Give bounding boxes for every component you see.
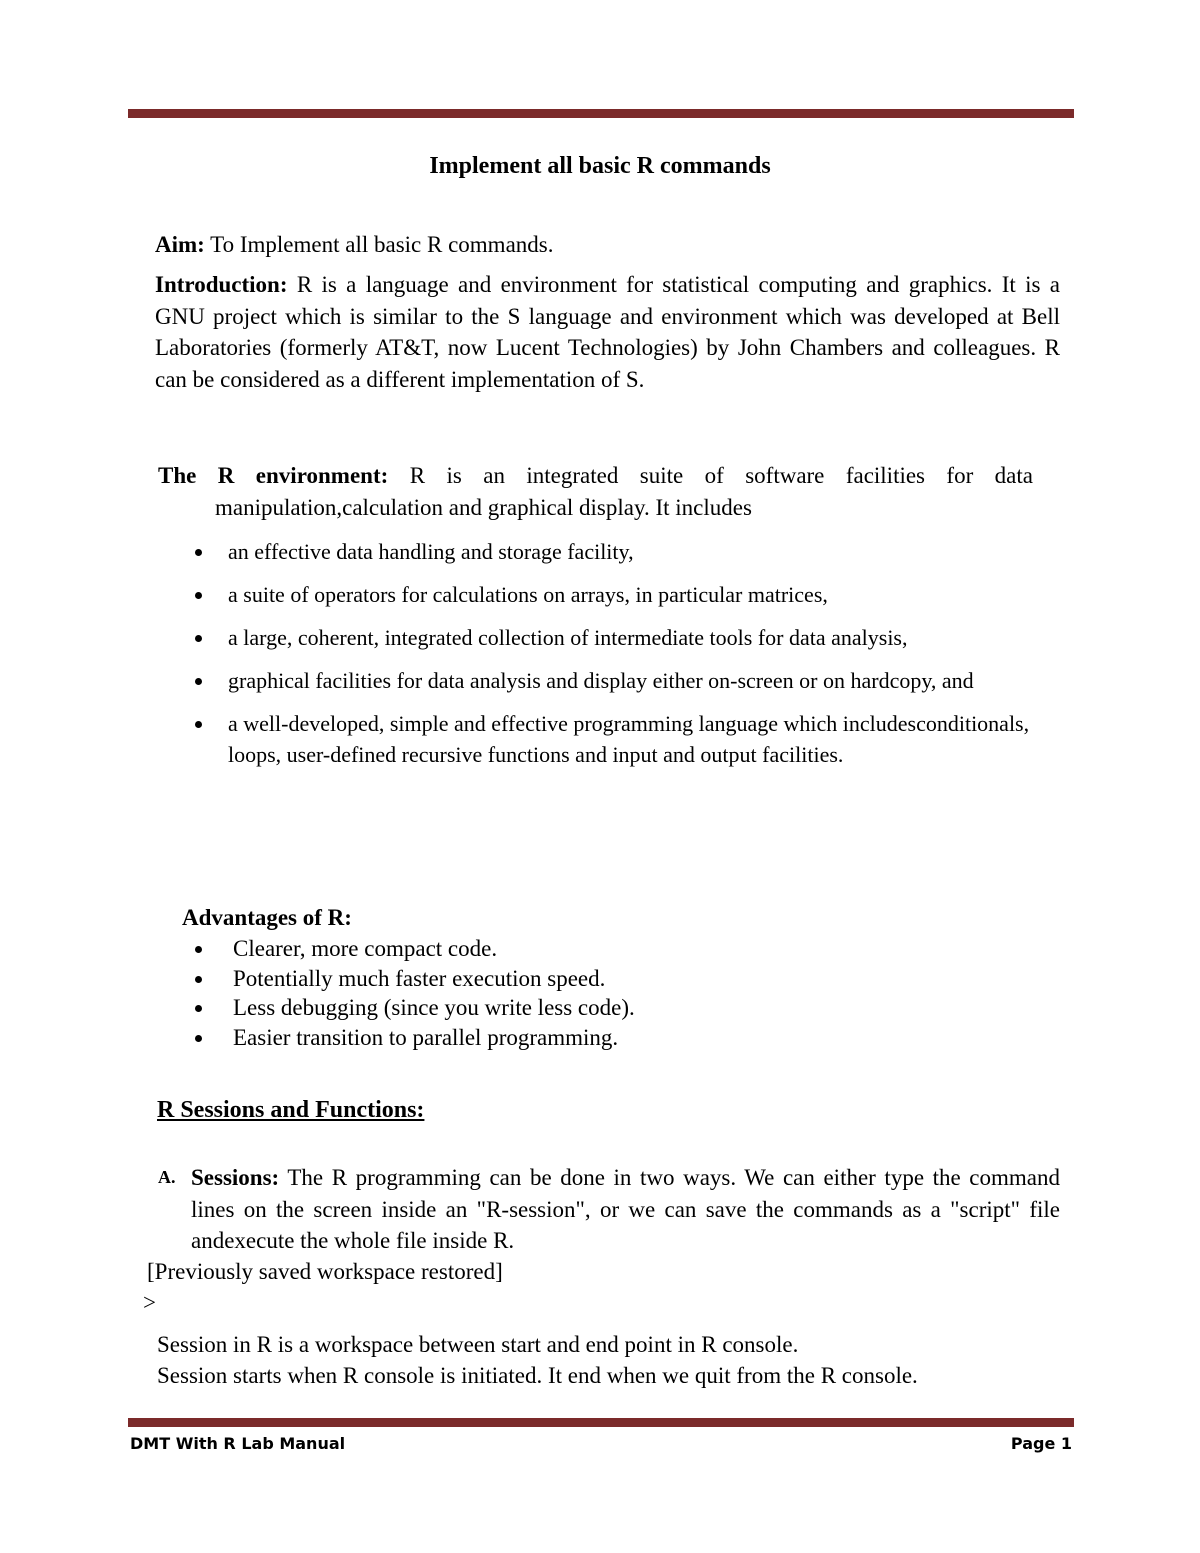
list-item-text: a large, coherent, integrated collection of intermediate tools for data analysis, [228,625,908,650]
advantages-heading: Advantages of R: [182,905,352,930]
list-item [192,708,1072,770]
list-item [192,964,635,994]
sessions-label: Sessions: [191,1165,280,1190]
bullet-icon [195,635,202,642]
list-item-text: a suite of operators for calculations on arrays, in particular matrices, [228,582,828,607]
environment-label: The R environment: [158,463,389,488]
list-item-text: Potentially much faster execution speed. [233,965,606,991]
footer-rule [128,1418,1074,1427]
list-item [192,993,635,1023]
introduction-text: R is a language and environment for statistical computing and graphics. It is a GNU project which is similar to the S language and environment which was developed at Bell Laboratories (formerly AT&T, now Lucent Technologies) by John Chambers and colleagues. R can be considered as a different implementation of S. [155,272,1060,392]
aim-text: To Implement all basic R commands. [204,232,554,257]
workspace-restored-line: [Previously saved workspace restored] [147,1259,503,1284]
introduction-paragraph [155,269,1060,395]
console-prompt: > [143,1290,156,1315]
advantages-list [192,934,635,1052]
bullet-icon [195,721,202,728]
sessions-functions-heading: R Sessions and Functions: [157,1097,425,1123]
list-item-text: graphical facilities for data analysis and display either on-screen or on hardcopy, and [228,668,974,693]
bullet-icon [195,549,202,556]
list-item [192,1023,635,1053]
page-title: Implement all basic R commands [429,153,771,179]
list-item [192,665,1072,696]
sessions-text: The R programming can be done in two ways. We can either type the command lines on the screen inside an "R-session", or we can save the commands as a "script" file andexecute the whole file inside R. [191,1165,1060,1253]
session-description-line: Session in R is a workspace between start and end point in R console. [157,1332,799,1357]
session-start-end-line: Session starts when R console is initiated. It end when we quit from the R console. [157,1363,918,1388]
list-item [192,536,1072,567]
list-item-text: a well-developed, simple and effective programming language which includesconditionals, loops, user-defined recursive functions and input and output facilities. [228,711,1030,767]
aim-label: Aim: [155,232,205,257]
list-item [192,579,1072,610]
page-number: Page 1 [1010,1434,1072,1453]
list-item-text: Clearer, more compact code. [233,936,498,961]
environment-paragraph [158,460,1033,523]
header-rule [128,109,1074,118]
list-item [192,934,635,964]
bullet-icon [195,1005,202,1012]
sessions-paragraph [158,1162,1060,1257]
bullet-icon [195,678,202,685]
bullet-icon [195,1035,202,1042]
list-item-text: Less debugging (since you write less code). [233,995,635,1020]
list-item-text: Easier transition to parallel programming. [233,1024,619,1050]
bullet-icon [195,946,202,953]
aim-paragraph [155,229,1060,261]
footer-manual-title: DMT With R Lab Manual [130,1434,346,1453]
environment-text: R is an integrated suite of software facilities for data manipulation,calculation and graphical display. It includes [215,463,1033,520]
bullet-icon [195,592,202,599]
sessions-marker: A. [158,1167,176,1187]
environment-list [192,536,1072,782]
introduction-label: Introduction: [155,272,288,297]
list-item [192,622,1072,653]
bullet-icon [195,976,202,983]
list-item-text: an effective data handling and storage facility, [228,539,634,564]
